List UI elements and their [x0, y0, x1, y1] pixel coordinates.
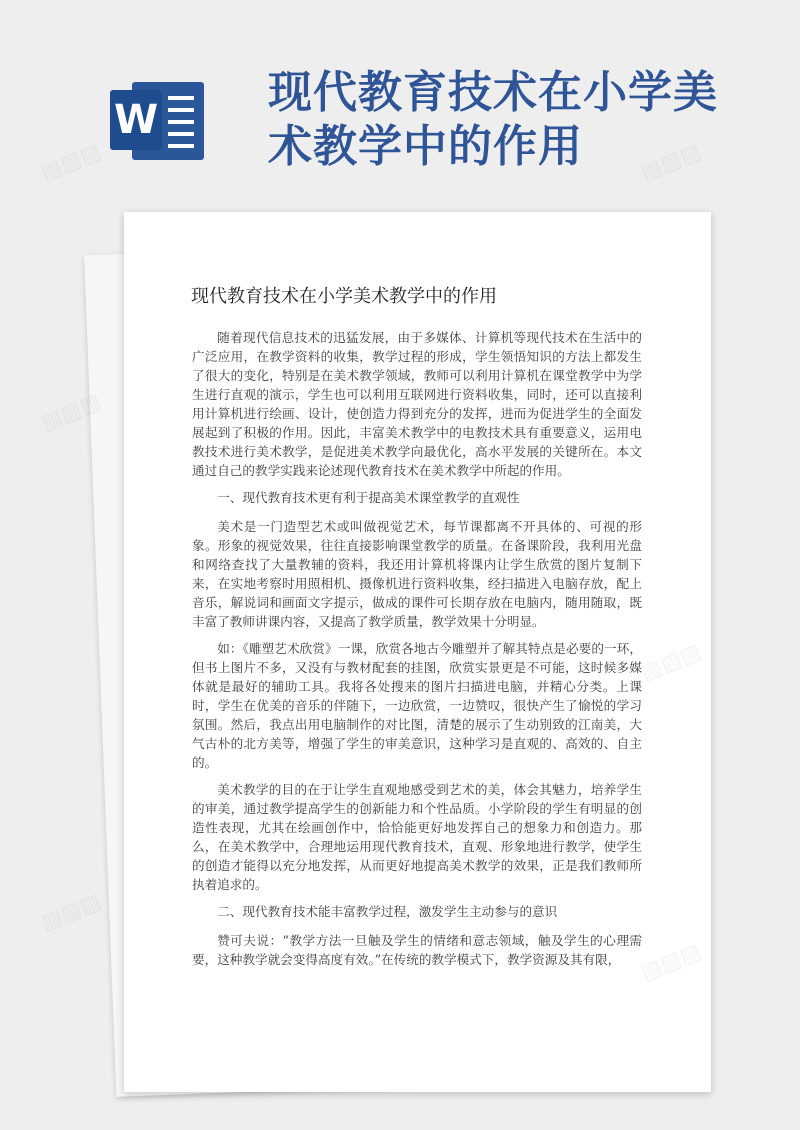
- watermark-mark: ▨▨▨: [637, 139, 705, 186]
- page-title: 现代教育技术在小学美术教学中的作用: [268, 67, 718, 172]
- document-page: [124, 212, 711, 1092]
- header-banner: [0, 0, 800, 200]
- watermark-mark: ▨▨▨: [37, 889, 105, 936]
- paragraph-sculpture-example: 如：《雕塑艺术欣赏》一课，欣赏各地古今雕塑并了解其特点是必要的一环，但书上图片不多，又没有与教材配套的挂图，欣赏实景更是不可能，这时候多媒体就是最好的辅助工具。我将各处搜来的图片扫描进电脑，并精心分类。上课时，学生在优美的音乐的伴随下，一边欣赏，一边赞叹，很快产生了愉悦的学习氛围。然后，我点出用电脑制作的对比图，清楚的展示了生动别致的江南美，大气古朴的北方美等，增强了学生的审美意识，这种学习是直观的、高效的、自主的。: [192, 641, 642, 770]
- document-body: [192, 328, 642, 977]
- section-heading-1: 一、现代教育技术更有利于提高美术课堂教学的直观性: [217, 490, 520, 505]
- document-title: 现代教育技术在小学美术教学中的作用: [191, 286, 497, 307]
- word-icon-badge: W: [110, 90, 162, 150]
- watermark-mark: ▨▨▨: [37, 389, 105, 436]
- paragraph-art-visual: 美术是一门造型艺术或叫做视觉艺术，每节课都离不开具体的、可视的形象。形象的视觉效果，往往直接影响课堂教学的质量。在备课阶段，我利用光盘和网络查找了大量教辅的资料，我还用计算机将课内让学生欣赏的图片复制下来，在实地考察时用照相机、摄像机进行资料收集，经扫描进入电脑存放，配上音乐，解说词和画面文字提示，做成的课件可长期存放在电脑内，随用随取，既丰富了教师讲课内容，又提高了教学质量，教学效果十分明显。: [192, 519, 642, 629]
- section-heading-2: 二、现代教育技术能丰富教学过程，激发学生主动参与的意识: [217, 904, 558, 919]
- paragraph-art-purpose: 美术教学的目的在于让学生直观地感受到艺术的美，体会其魅力，培养学生的审美，通过教学提高学生的创新能力和个性品质。小学阶段的学生有明显的创造性表现，尤其在绘画创作中，恰恰能更好地发挥自己的想象力和创造力。那么，在美术教学中，合理地运用现代教育技术，直观、形象地进行教学，使学生的创造才能得以充分地发挥，从而更好地提高美术教学的效果，正是我们教师所执着追求的。: [192, 782, 642, 892]
- word-document-icon: [110, 78, 206, 162]
- paragraph-intro: 随着现代信息技术的迅猛发展，由于多媒体、计算机等现代技术在生活中的广泛应用，在教学资料的收集，教学过程的形成，学生领悟知识的方法上都发生了很大的变化，特别是在美术教学领域，教师可以利用计算机在课堂教学中为学生进行直观的演示，学生也可以利用互联网进行资料收集，同时，还可以直接利用计算机进行绘画、设计，使创造力得到充分的发挥，进而为促进学生的全面发展起到了积极的作用。因此，丰富美术教学中的电教技术具有重要意义，运用电教技术进行美术教学，是促进美术教学向最优化，高水平发展的关键所在。本文通过自己的教学实践来论述现代教育技术在美术教学中所起的作用。: [192, 330, 642, 478]
- watermark-mark: ▨▨▨: [37, 139, 105, 186]
- paragraph-zankov-quote: 赞可夫说：“教学方法一旦触及学生的情绪和意志领域，触及学生的心理需要，这种教学就会变得高度有效。”在传统的教学模式下，教学资源及其有限，: [192, 933, 642, 967]
